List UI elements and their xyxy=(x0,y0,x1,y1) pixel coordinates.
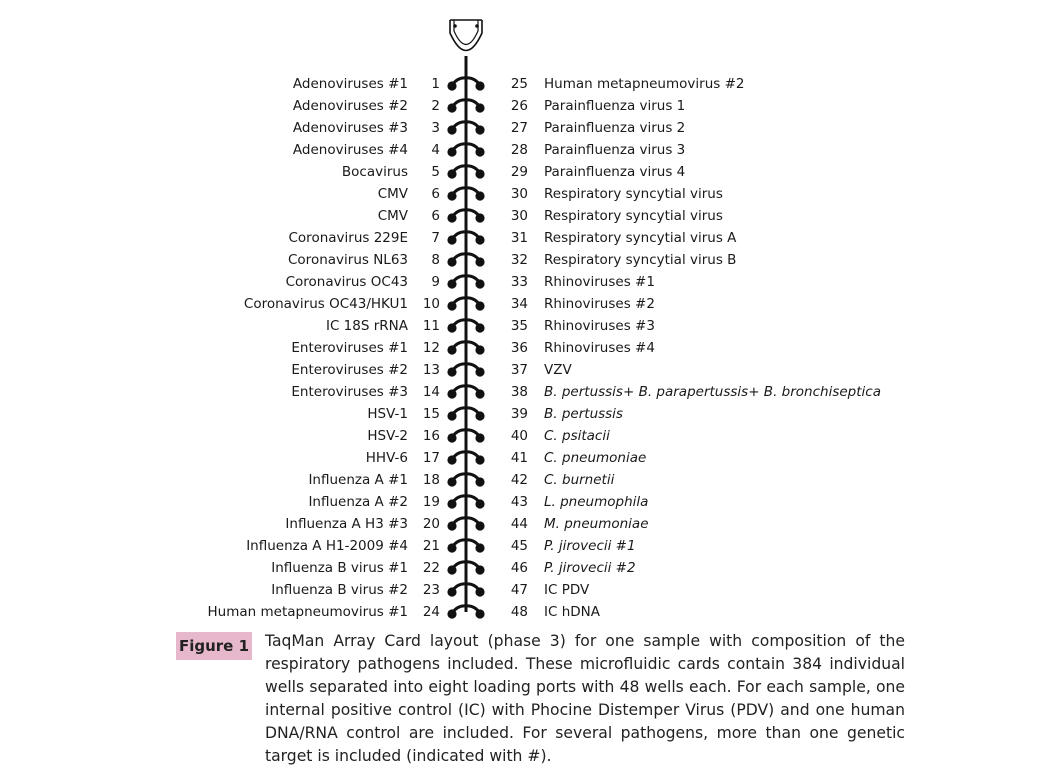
well-number: 42 xyxy=(510,472,528,488)
target-name: Enteroviruses #2 xyxy=(291,362,408,378)
well-number: 40 xyxy=(510,428,528,444)
well-number: 34 xyxy=(510,296,528,312)
left-well xyxy=(447,235,456,244)
target-name: C. burnetii xyxy=(544,472,615,488)
well-number: 18 xyxy=(422,472,440,488)
well-number: 43 xyxy=(510,494,528,510)
well-number: 32 xyxy=(510,252,528,268)
target-name: Adenoviruses #4 xyxy=(292,142,408,158)
target-name: Coronavirus OC43 xyxy=(285,274,408,290)
left-well xyxy=(447,191,456,200)
left-well xyxy=(447,81,456,90)
left-well xyxy=(447,521,456,530)
target-name: B. pertussis+ B. parapertussis+ B. bronchiseptica xyxy=(544,384,881,400)
right-well xyxy=(475,345,484,354)
right-target-row xyxy=(508,359,572,381)
right-well xyxy=(475,191,484,200)
right-well xyxy=(475,169,484,178)
left-well xyxy=(447,169,456,178)
left-well xyxy=(447,147,456,156)
target-name: Rhinoviruses #4 xyxy=(544,340,655,356)
right-target-row xyxy=(508,469,614,491)
right-target-row xyxy=(508,579,589,601)
well-number: 6 xyxy=(431,208,440,224)
target-name: CMV xyxy=(377,186,408,202)
target-name: Coronavirus OC43/HKU1 xyxy=(243,296,408,312)
target-name: Rhinoviruses #3 xyxy=(544,318,655,334)
well-number: 35 xyxy=(510,318,528,334)
target-name: B. pertussis xyxy=(544,406,623,422)
left-well xyxy=(447,411,456,420)
right-well xyxy=(475,499,484,508)
target-name: Influenza A H1-2009 #4 xyxy=(246,538,408,554)
right-target-row xyxy=(508,535,636,557)
well-number: 39 xyxy=(510,406,528,422)
right-target-row xyxy=(508,293,655,315)
right-target-row xyxy=(508,337,655,359)
right-well xyxy=(475,125,484,134)
target-name: Parainfluenza virus 4 xyxy=(544,164,686,180)
target-name: Influenza B virus #1 xyxy=(271,560,408,576)
target-name: Influenza A H3 #3 xyxy=(285,516,408,532)
right-target-row xyxy=(508,205,723,227)
target-name: Human metapneumovirus #1 xyxy=(207,604,408,620)
well-number: 31 xyxy=(510,230,528,246)
well-number: 21 xyxy=(422,538,440,554)
right-well xyxy=(475,213,484,222)
well-number: 2 xyxy=(431,98,440,114)
target-name: C. pneumoniae xyxy=(544,450,647,466)
right-well xyxy=(475,543,484,552)
right-well xyxy=(475,81,484,90)
well-number: 3 xyxy=(431,120,440,136)
target-name: Adenoviruses #3 xyxy=(292,120,408,136)
well-number: 22 xyxy=(422,560,440,576)
left-well xyxy=(447,103,456,112)
left-well xyxy=(447,499,456,508)
well-number: 4 xyxy=(431,142,440,158)
well-number: 47 xyxy=(510,582,528,598)
well-number: 46 xyxy=(510,560,528,576)
well-number: 41 xyxy=(510,450,528,466)
left-well xyxy=(447,455,456,464)
right-well xyxy=(475,103,484,112)
left-well xyxy=(447,477,456,486)
right-target-row xyxy=(508,513,649,535)
target-name: Bocavirus xyxy=(341,164,408,180)
well-number: 11 xyxy=(422,318,440,334)
well-number: 23 xyxy=(422,582,440,598)
target-name: HSV-1 xyxy=(367,406,408,422)
right-well xyxy=(475,521,484,530)
target-name: Coronavirus NL63 xyxy=(288,252,408,268)
target-name: P. jirovecii #2 xyxy=(544,560,636,576)
well-number: 14 xyxy=(422,384,440,400)
right-well xyxy=(475,477,484,486)
target-name: Influenza A #2 xyxy=(308,494,408,510)
right-well xyxy=(475,565,484,574)
target-name: Respiratory syncytial virus xyxy=(544,186,723,202)
target-name: C. psitacii xyxy=(544,428,610,444)
right-target-row xyxy=(508,95,685,117)
right-target-row xyxy=(508,601,600,623)
target-name: Respiratory syncytial virus A xyxy=(544,230,737,246)
right-target-row xyxy=(508,161,685,183)
target-name: P. jirovecii #1 xyxy=(544,538,636,554)
right-well xyxy=(475,257,484,266)
well-number: 36 xyxy=(510,340,528,356)
target-name: VZV xyxy=(544,362,572,378)
well-number: 19 xyxy=(422,494,440,510)
right-target-row xyxy=(508,425,610,447)
target-name: Influenza A #1 xyxy=(308,472,408,488)
target-name: Adenoviruses #2 xyxy=(292,98,408,114)
well-number: 16 xyxy=(422,428,440,444)
right-well xyxy=(475,389,484,398)
right-well xyxy=(475,323,484,332)
well-number: 33 xyxy=(510,274,528,290)
target-name: Respiratory syncytial virus B xyxy=(544,252,737,268)
target-name: Parainfluenza virus 1 xyxy=(544,98,686,114)
right-well xyxy=(475,411,484,420)
right-target-row xyxy=(508,403,623,425)
well-number: 10 xyxy=(422,296,440,312)
left-well xyxy=(447,433,456,442)
target-name: Respiratory syncytial virus xyxy=(544,208,723,224)
well-number: 29 xyxy=(510,164,528,180)
left-well xyxy=(447,125,456,134)
well-number: 6 xyxy=(431,186,440,202)
target-name: Parainfluenza virus 2 xyxy=(544,120,686,136)
right-target-row xyxy=(508,381,881,403)
right-well xyxy=(475,433,484,442)
right-target-row xyxy=(508,491,648,513)
well-number: 27 xyxy=(510,120,528,136)
target-name: Human metapneumovirus #2 xyxy=(544,76,745,92)
well-number: 25 xyxy=(510,76,528,92)
well-number: 37 xyxy=(510,362,528,378)
left-well xyxy=(447,587,456,596)
left-well xyxy=(447,389,456,398)
target-name: Enteroviruses #3 xyxy=(291,384,408,400)
well-number: 48 xyxy=(510,604,528,620)
target-name: IC hDNA xyxy=(544,604,600,620)
well-number: 45 xyxy=(510,538,528,554)
right-target-row xyxy=(508,557,636,579)
left-well xyxy=(447,323,456,332)
well-number: 30 xyxy=(510,208,528,224)
left-well xyxy=(447,213,456,222)
well-number: 26 xyxy=(510,98,528,114)
right-target-row xyxy=(508,271,655,293)
well-number: 12 xyxy=(422,340,440,356)
right-well xyxy=(475,587,484,596)
target-name: HHV-6 xyxy=(365,450,408,466)
left-well xyxy=(447,279,456,288)
target-name: Rhinoviruses #1 xyxy=(544,274,655,290)
right-target-row xyxy=(508,139,685,161)
well-number: 13 xyxy=(422,362,440,378)
target-name: IC 18S rRNA xyxy=(325,318,408,334)
target-name: Rhinoviruses #2 xyxy=(544,296,655,312)
target-name: Adenoviruses #1 xyxy=(292,76,408,92)
right-target-row xyxy=(508,73,744,95)
left-well xyxy=(447,543,456,552)
right-target-row xyxy=(508,447,646,469)
left-well xyxy=(447,257,456,266)
right-well xyxy=(475,147,484,156)
right-target-row xyxy=(508,117,685,139)
target-name: Coronavirus 229E xyxy=(288,230,408,246)
right-well xyxy=(475,367,484,376)
target-name: CMV xyxy=(377,208,408,224)
left-well xyxy=(447,301,456,310)
right-target-row xyxy=(508,227,736,249)
well-number: 30 xyxy=(510,186,528,202)
target-name: M. pneumoniae xyxy=(544,516,649,532)
target-name: Enteroviruses #1 xyxy=(291,340,408,356)
figure-label: Figure 1 xyxy=(176,632,252,660)
well-number: 9 xyxy=(431,274,440,290)
well-number: 20 xyxy=(422,516,440,532)
right-well xyxy=(475,301,484,310)
well-number: 28 xyxy=(510,142,528,158)
right-well xyxy=(475,609,484,618)
well-number: 1 xyxy=(431,76,440,92)
right-well xyxy=(475,279,484,288)
well-number: 15 xyxy=(422,406,440,422)
left-well xyxy=(447,367,456,376)
left-well xyxy=(447,609,456,618)
target-name: Parainfluenza virus 3 xyxy=(544,142,686,158)
well-number: 7 xyxy=(431,230,440,246)
well-number: 17 xyxy=(422,450,440,466)
right-well xyxy=(475,235,484,244)
target-name: Influenza B virus #2 xyxy=(271,582,408,598)
well-number: 5 xyxy=(431,164,440,180)
well-number: 38 xyxy=(510,384,528,400)
right-well xyxy=(475,455,484,464)
target-name: HSV-2 xyxy=(367,428,408,444)
target-name: IC PDV xyxy=(544,582,590,598)
loading-port-icon xyxy=(450,20,482,51)
well-number: 8 xyxy=(431,252,440,268)
right-target-row xyxy=(508,183,723,205)
target-name: L. pneumophila xyxy=(544,494,649,510)
figure-caption: TaqMan Array Card layout (phase 3) for one sample with composition of the respiratory pathogens included. These microfluidic cards contain 384 individual wells separated into eight loading ports with 48 wells each. For each sample, one internal positive control (IC) with Phocine Distemper Virus (PDV) and one human DNA/RNA control are included. For several pathogens, more than one genetic target is included (indicated with #). xyxy=(265,632,905,765)
left-well xyxy=(447,565,456,574)
right-target-row xyxy=(508,315,655,337)
right-target-row xyxy=(508,249,736,271)
well-number: 44 xyxy=(510,516,528,532)
well-number: 24 xyxy=(422,604,440,620)
left-well xyxy=(447,345,456,354)
